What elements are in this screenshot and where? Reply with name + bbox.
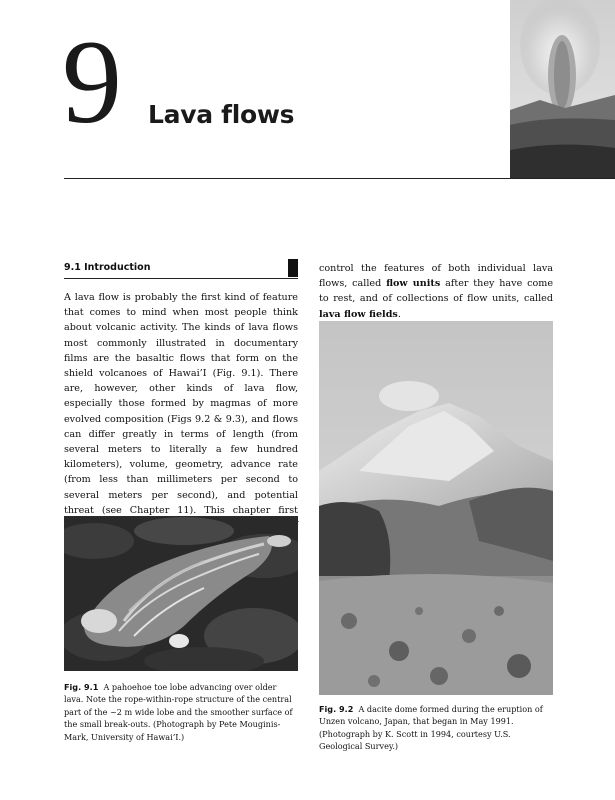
section-heading: 9.1 Introduction xyxy=(64,262,298,279)
paragraph-text: control the features of both individual lava flows, called xyxy=(319,263,553,290)
paragraph-text: . xyxy=(397,308,401,320)
figure-9-2-photo xyxy=(319,321,553,695)
section-marker-bar xyxy=(288,259,298,277)
term-lava-flow-fields: lava flow fields xyxy=(319,308,398,320)
intro-paragraph: A lava flow is probably the first kind of feature that comes to mind when most people think about volcanic activity. The kinds of lava flows most commonly illustrated in documentary films are the basaltic flows that form on the shield volcanoes of Hawai’I (Fig. 9.1). There are, however, other kinds of lava flow, especially those formed by magmas of more evolved composition (Figs 9.2 & 9.3), and flows can differ greatly in terms of length (from several meters to literally a few hundred kilometers), volume, geometry, advance rate (from less than millimeters per second to several meters per second), and potential threat (see Chapter 11). This chapter first xyxy=(64,292,298,516)
caption-text: A pahoehoe toe lobe advancing over older lava. Note the rope-within-rope structure of the central part of the ~2 m wide lobe and the smoother surface of the small break-outs. (Photograph by Pete Mouginis-Mark, University of Hawai’I.) xyxy=(64,682,293,742)
chapter-title: Lava flows xyxy=(148,100,295,129)
chapter-number: 9 xyxy=(62,15,122,148)
header-divider xyxy=(64,178,615,179)
figure-label: Fig. 9.1 xyxy=(64,682,99,692)
chapter-header-photo xyxy=(510,0,615,178)
figure-9-1-caption xyxy=(64,681,298,743)
figure-label: Fig. 9.2 xyxy=(319,704,354,714)
intro-paragraph-continued xyxy=(319,261,553,322)
caption-text: A dacite dome formed during the eruption of Unzen volcano, Japan, that began in May 1991. (Photograph by K. Scott in 1994, courtesy U.S. Geological Survey.) xyxy=(319,704,543,752)
term-flow-units: flow units xyxy=(386,278,441,290)
paragraph-text: after they have come to rest, and of collections of flow units, called xyxy=(319,278,553,305)
figure-9-2-caption xyxy=(319,703,553,753)
figure-9-1-photo xyxy=(64,516,298,671)
